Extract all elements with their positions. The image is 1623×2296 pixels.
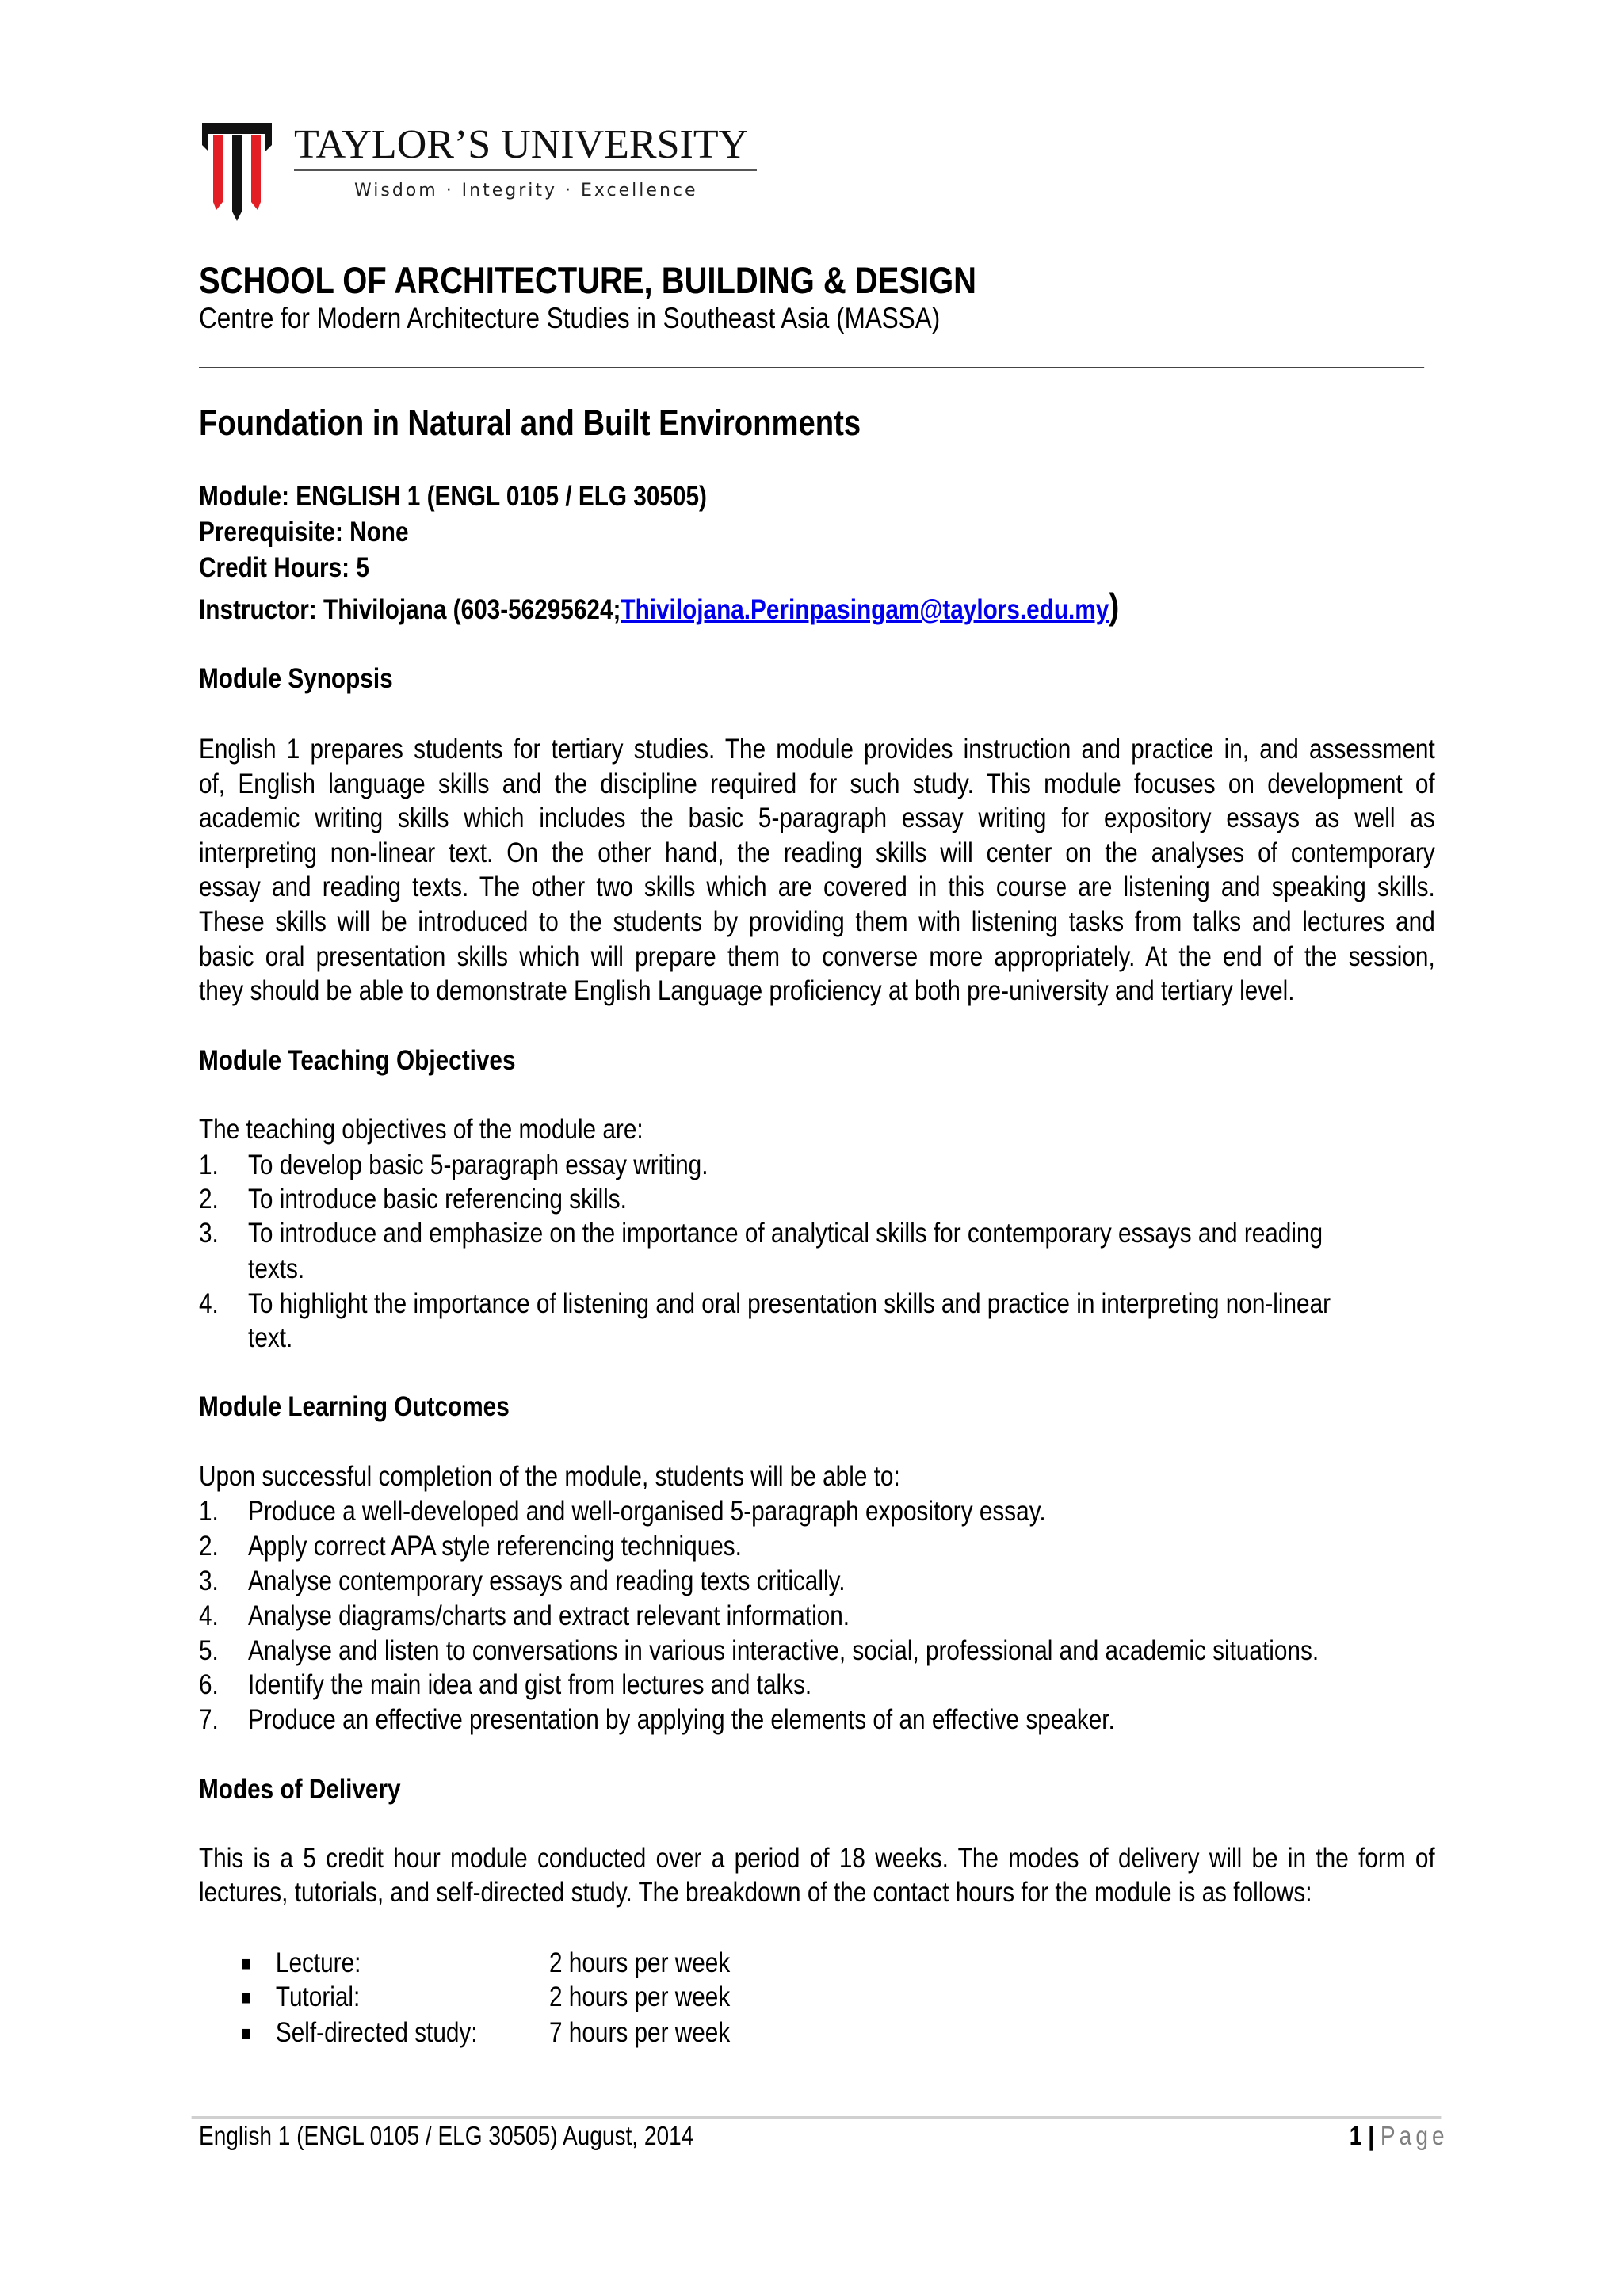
page-separator: | bbox=[1368, 2121, 1375, 2150]
module-line: Module: ENGLISH 1 (ENGL 0105 / ELG 30505) bbox=[199, 481, 707, 512]
bullet-label: Lecture: bbox=[275, 1947, 361, 1978]
outcome-item bbox=[199, 1668, 1435, 1703]
credit-hours-line: Credit Hours: 5 bbox=[199, 552, 369, 583]
item-text: text. bbox=[248, 1322, 293, 1353]
item-text: texts. bbox=[248, 1253, 305, 1284]
document-body bbox=[199, 0, 1449, 2296]
outcome-item bbox=[199, 1599, 1435, 1634]
bullet-label: Tutorial: bbox=[275, 1981, 361, 2012]
item-text: Produce a well-developed and well-organised 5-paragraph expository essay. bbox=[248, 1496, 1046, 1527]
bullet-value: 2 hours per week bbox=[549, 1947, 731, 1978]
item-number: 3. bbox=[199, 1566, 219, 1596]
prerequisite-line: Prerequisite: None bbox=[199, 517, 409, 547]
outcomes-intro: Upon successful completion of the module, students will be able to: bbox=[199, 1461, 900, 1492]
synopsis-line: academic writing skills which includes the basic 5-paragraph essay writing for expository essays as well as bbox=[199, 803, 1435, 833]
item-text: Analyse and listen to conversations in various interactive, social, professional and academic situations. bbox=[248, 1635, 1319, 1666]
closing-paren: ) bbox=[1109, 585, 1120, 627]
item-number: 1. bbox=[199, 1496, 219, 1527]
svg-text:Wisdom · Integrity · Excellenc: Wisdom · Integrity · Excellence bbox=[354, 181, 698, 200]
bullet-value: 7 hours per week bbox=[549, 2017, 731, 2048]
delivery-line: lectures, tutorials, and self-directed study. The breakdown of the contact hours for the module is as follows: bbox=[199, 1877, 1312, 1908]
item-text: Analyse diagrams/charts and extract relevant information. bbox=[248, 1600, 850, 1631]
synopsis-line: English 1 prepares students for tertiary studies. The module provides instruction and practice in, and assessment bbox=[199, 734, 1435, 765]
objectives-intro: The teaching objectives of the module are: bbox=[199, 1114, 643, 1145]
bullet-item bbox=[199, 1980, 1435, 2015]
bullet-item bbox=[199, 1946, 1435, 1981]
item-number: 3. bbox=[199, 1218, 219, 1249]
bullet-value: 2 hours per week bbox=[549, 1981, 731, 2012]
item-text: To develop basic 5-paragraph essay writing. bbox=[248, 1150, 708, 1180]
item-number: 4. bbox=[199, 1288, 219, 1319]
programme-title: Foundation in Natural and Built Environments bbox=[199, 402, 861, 443]
page-word: Page bbox=[1380, 2121, 1449, 2150]
synopsis-line: interpreting non-linear text. On the other hand, the reading skills will center on the analyses of contemporary bbox=[199, 837, 1435, 868]
item-text: Analyse contemporary essays and reading texts critically. bbox=[248, 1566, 846, 1596]
outcomes-heading: Module Learning Outcomes bbox=[199, 1391, 510, 1422]
bullet-square-icon: ■ bbox=[240, 2021, 252, 2045]
item-text: To introduce and emphasize on the importance of analytical skills for contemporary essays and reading bbox=[248, 1218, 1323, 1249]
outcome-item bbox=[199, 1494, 1435, 1529]
page-num: 1 bbox=[1349, 2121, 1362, 2150]
objective-item bbox=[199, 1148, 1435, 1183]
bullet-item bbox=[199, 2016, 1435, 2050]
item-number: 7. bbox=[199, 1704, 219, 1735]
objective-item bbox=[199, 1216, 1435, 1251]
outcome-item bbox=[199, 1634, 1435, 1669]
synopsis-line: they should be able to demonstrate English Language proficiency at both pre-university and tertiary level. bbox=[199, 975, 1295, 1006]
bullet-square-icon: ■ bbox=[240, 1951, 252, 1975]
item-number: 2. bbox=[199, 1184, 219, 1215]
item-number: 1. bbox=[199, 1150, 219, 1180]
item-text: To introduce basic referencing skills. bbox=[248, 1184, 627, 1215]
item-text: To highlight the importance of listening and oral presentation skills and practice in interpreting non-linear bbox=[248, 1288, 1331, 1319]
outcome-item bbox=[199, 1529, 1435, 1564]
synopsis-line: essay and reading texts. The other two skills which are covered in this course are listening and speaking skills. bbox=[199, 871, 1435, 902]
synopsis-line: These skills will be introduced to the students by providing them with listening tasks from talks and lectures and bbox=[199, 906, 1435, 937]
item-text: Produce an effective presentation by applying the elements of an effective speaker. bbox=[248, 1704, 1115, 1735]
header-divider bbox=[199, 367, 1424, 368]
bullet-label: Self-directed study: bbox=[275, 2017, 478, 2048]
item-number: 5. bbox=[199, 1635, 219, 1666]
item-number: 6. bbox=[199, 1669, 219, 1700]
outcome-item bbox=[199, 1703, 1435, 1737]
item-text: Apply correct APA style referencing techniques. bbox=[248, 1531, 742, 1562]
delivery-line: This is a 5 credit hour module conducted over a period of 18 weeks. The modes of delivery will be in the form of bbox=[199, 1843, 1435, 1874]
objective-item bbox=[199, 1287, 1435, 1322]
svg-text:TAYLOR’S UNIVERSITY: TAYLOR’S UNIVERSITY bbox=[294, 123, 749, 167]
synopsis-heading: Module Synopsis bbox=[199, 663, 393, 694]
item-number: 4. bbox=[199, 1600, 219, 1631]
objective-item-continued bbox=[199, 1321, 1435, 1356]
instructor-email-link[interactable]: Thivilojana.Perinpasingam@taylors.edu.my bbox=[621, 594, 1109, 625]
item-text: Identify the main idea and gist from lectures and talks. bbox=[248, 1669, 812, 1700]
item-number: 2. bbox=[199, 1531, 219, 1562]
instructor-text: Instructor: Thivilojana (603-56295624; bbox=[199, 594, 621, 625]
objective-item-continued bbox=[199, 1252, 1435, 1287]
school-title: SCHOOL OF ARCHITECTURE, BUILDING & DESIGN bbox=[199, 259, 977, 301]
instructor-line bbox=[199, 585, 1120, 627]
page-number bbox=[1350, 2119, 1449, 2153]
synopsis-line: basic oral presentation skills which will prepare them to converse more appropriately. At the end of the session, bbox=[199, 941, 1435, 972]
synopsis-line: of, English language skills and the discipline required for such study. This module focuses on development of bbox=[199, 769, 1435, 799]
bullet-square-icon: ■ bbox=[240, 1985, 252, 2009]
delivery-heading: Modes of Delivery bbox=[199, 1774, 401, 1805]
outcome-item bbox=[199, 1564, 1435, 1599]
objectives-heading: Module Teaching Objectives bbox=[199, 1045, 516, 1076]
footer-left: English 1 (ENGL 0105 / ELG 30505) August, 2014 bbox=[199, 2121, 694, 2150]
centre-subtitle: Centre for Modern Architecture Studies in Southeast Asia (MASSA) bbox=[199, 302, 941, 334]
objective-item bbox=[199, 1182, 1435, 1217]
